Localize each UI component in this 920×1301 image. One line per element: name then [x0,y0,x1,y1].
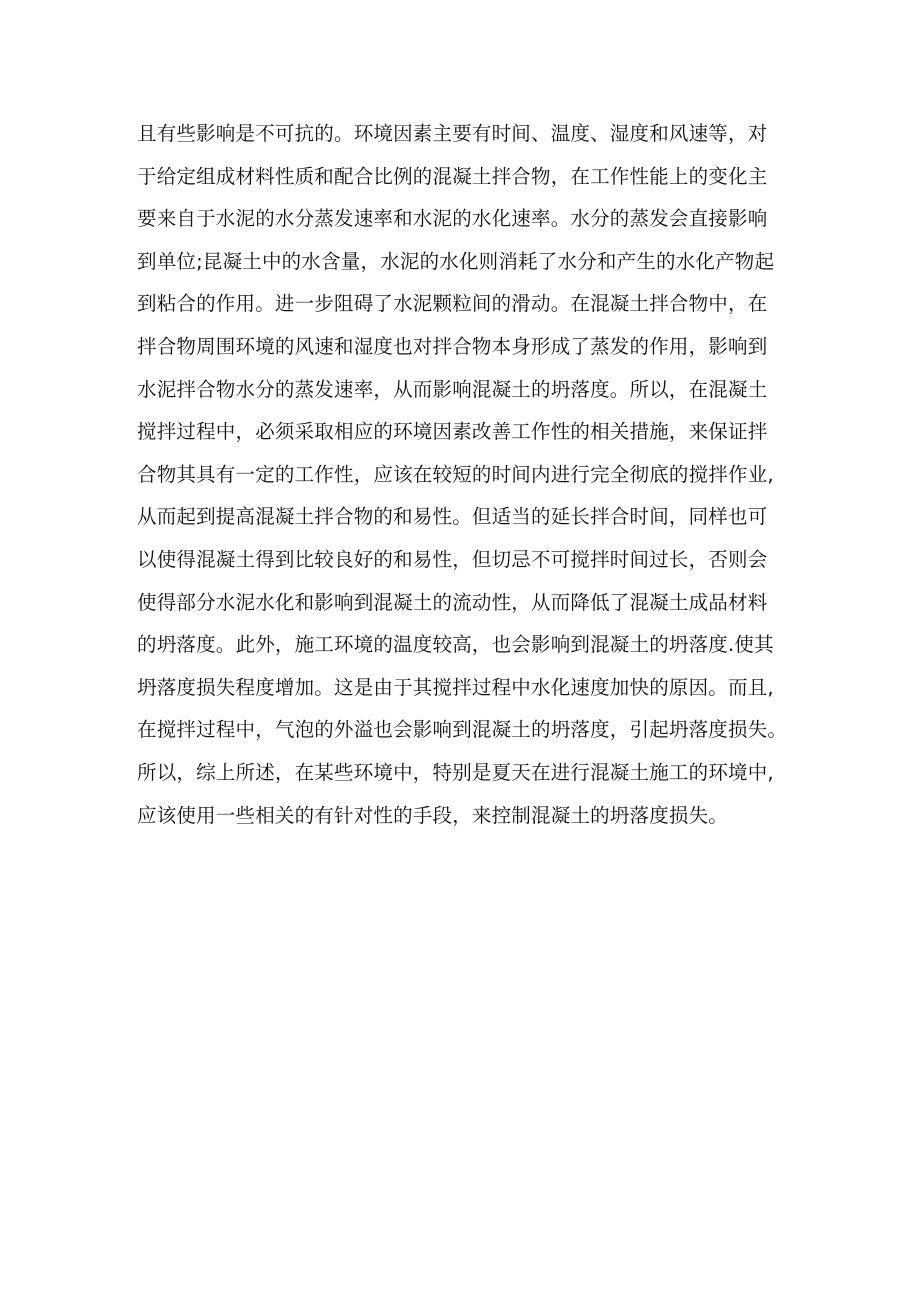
paragraph-line: 且有些影响是不可抗的。环境因素主要有时间、温度、湿度和风速等，对 [137,122,768,145]
paragraph-line: 搅拌过程中，必须采取相应的环境因素改善工作性的相关措施，来保证拌 [137,420,768,444]
paragraph-line: 水泥拌合物水分的蒸发速率，从而影响混凝土的坍落度。所以，在混凝土 [137,377,768,401]
paragraph-line: 于给定组成材料性质和配合比例的混凝土拌合物，在工作性能上的变化主 [137,164,768,188]
paragraph-line: 要来自于水泥的水分蒸发速率和水泥的水化速率。水分的蒸发会直接影响 [137,207,768,231]
body-paragraph [137,113,797,837]
paragraph-line: 从而起到提高混凝土拌合物的和易性。但适当的延长拌合时间，同样也可 [137,505,768,529]
paragraph-line: 到单位;昆凝土中的水含量，水泥的水化则消耗了水分和产生的水化产物起 [137,249,775,273]
paragraph-line: 所以，综上所述，在某些环境中，特别是夏天在进行混凝土施工的环境中, [137,760,774,784]
paragraph-line: 应该使用一些相关的有针对性的手段，来控制混凝土的坍落度损失。 [137,803,729,827]
paragraph-line: 在搅拌过程中，气泡的外溢也会影响到混凝土的坍落度，引起坍落度损失。 [137,718,788,742]
paragraph-line: 到粘合的作用。进一步阻碍了水泥颗粒间的滑动。在混凝土拌合物中，在 [137,292,768,316]
paragraph-line: 合物其具有一定的工作性，应该在较短的时间内进行完全彻底的搅拌作业, [137,462,774,486]
paragraph-line: 使得部分水泥水化和影响到混凝土的流动性，从而降低了混凝土成品材料 [137,590,768,614]
paragraph-line: 的坍落度。此外，施工环境的温度较高，也会影响到混凝土的坍落度.使其 [137,633,774,657]
paragraph-line: 以使得混凝土得到比较良好的和易性，但切忌不可搅拌时间过长，否则会 [137,547,768,571]
paragraph-line: 坍落度损失程度增加。这是由于其搅拌过程中水化速度加快的原因。而且, [137,675,774,699]
paragraph-line: 拌合物周围环境的风速和湿度也对拌合物本身形成了蒸发的作用，影响到 [137,334,768,358]
